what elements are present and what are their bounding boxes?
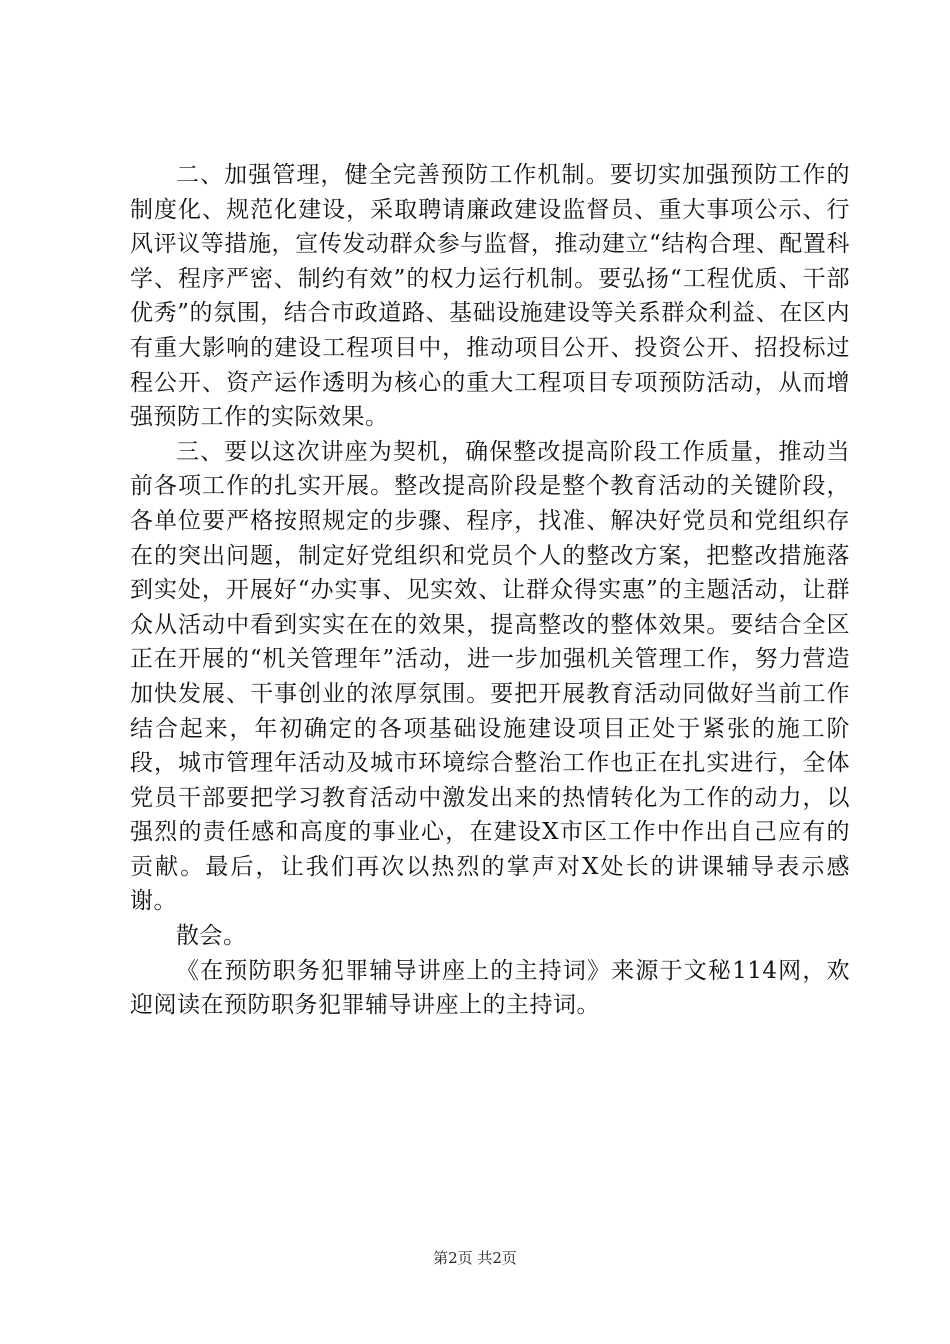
document-body: [130, 158, 850, 1023]
paragraph-management-mechanism: 二、加强管理，健全完善预防工作机制。要切实加强预防工作的制度化、规范化建设，采取聘请廉政建设监督员、重大事项公示、行风评议等措施，宣传发动群众参与监督，推动建立“结构合理、配置科学、程序严密、制约有效”的权力运行机制。要弘扬“工程优质、干部优秀”的氛围，结合市政道路、基础设施建设等关系群众利益、在区内有重大影响的建设工程项目中，推动项目公开、投资公开、招投标过程公开、资产运作透明为核心的重大工程项目专项预防活动，从而增强预防工作的实际效果。: [130, 162, 850, 431]
page-number-footer: 第2页 共2页: [433, 1249, 517, 1267]
paragraph-source-note: 《在预防职务犯罪辅导讲座上的主持词》来源于文秘114网，欢迎阅读在预防职务犯罪辅导讲座上的主持词。: [130, 957, 850, 1019]
paragraph-rectification-stage: 三、要以这次讲座为契机，确保整改提高阶段工作质量，推动当前各项工作的扎实开展。整改提高阶段是整个教育活动的关键阶段，各单位要严格按照规定的步骤、程序，找准、解决好党员和党组织存在的突出问题，制定好党组织和党员个人的整改方案，把整改措施落到实处，开展好“办实事、见实效、让群众得实惠”的主题活动，让群众从活动中看到实实在在的效果，提高整改的整体效果。要结合全区正在开展的“机关管理年”活动，进一步加强机关管理工作，努力营造加快发展、干事创业的浓厚氛围。要把开展教育活动同做好当前工作结合起来，年初确定的各项基础设施建设项目正处于紧张的施工阶段，城市管理年活动及城市环境综合整治工作也正在扎实进行，全体党员干部要把学习教育活动中激发出来的热情转化为工作的动力，以强烈的责任感和高度的事业心，在建设X市区工作中作出自己应有的贡献。最后，让我们再次以热烈的掌声对X处长的讲课辅导表示感谢。: [130, 438, 850, 915]
paragraph-adjourn: 散会。: [176, 923, 247, 950]
